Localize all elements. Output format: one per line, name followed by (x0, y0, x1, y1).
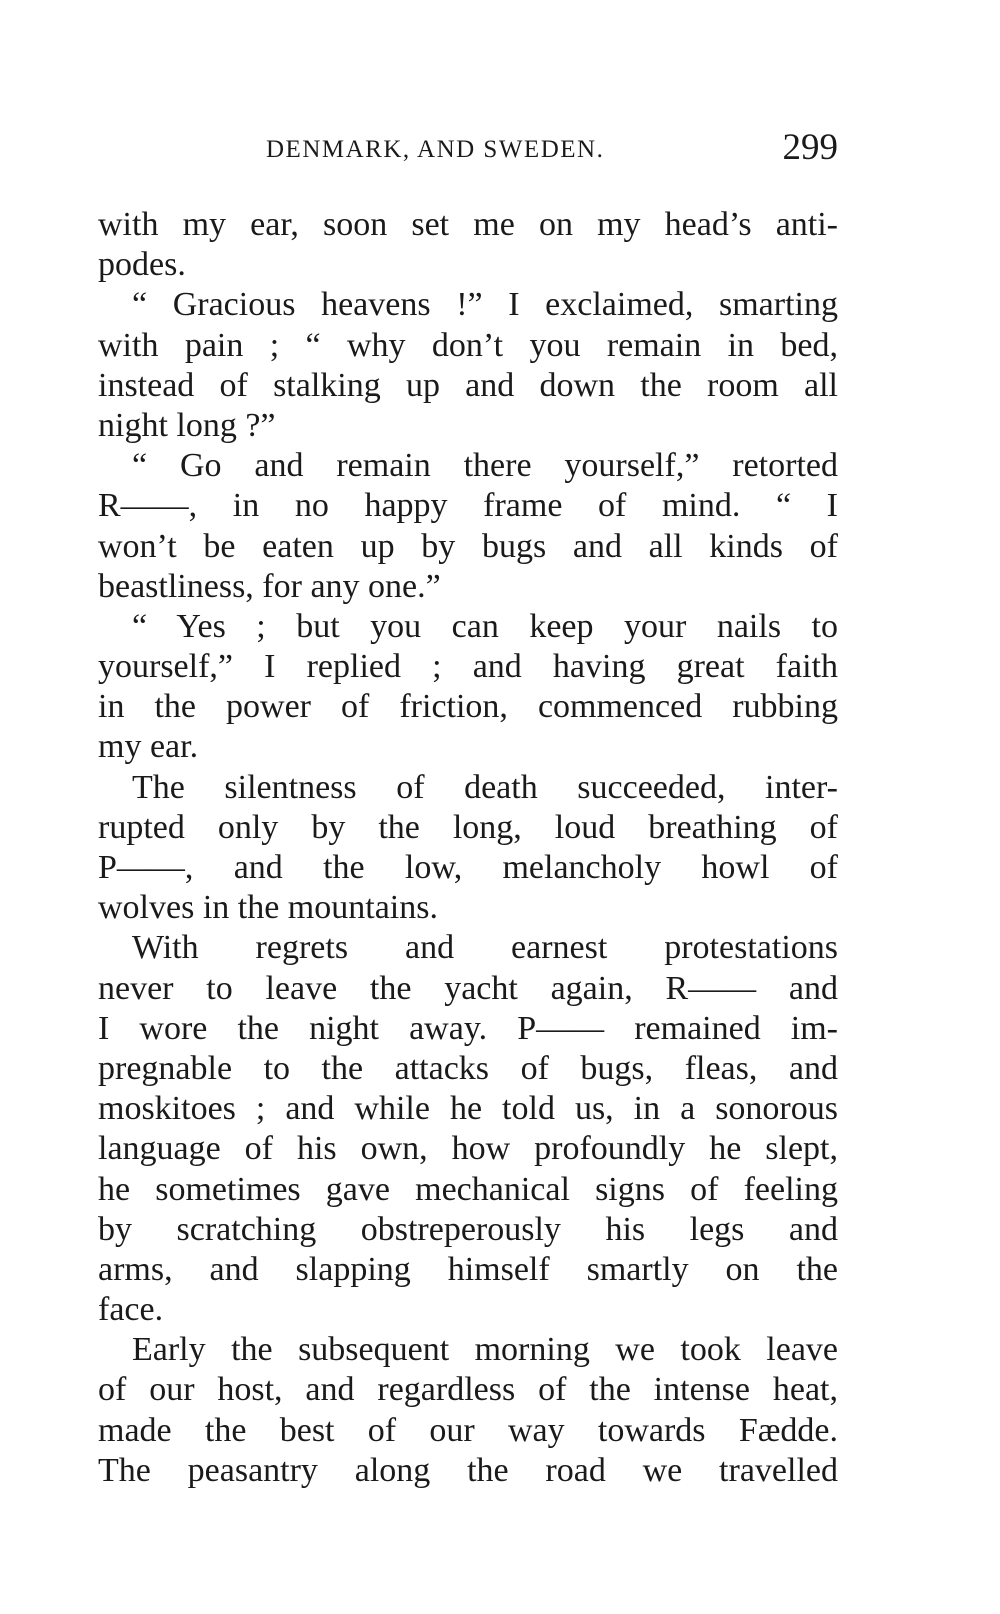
text-line: Early the subsequent morning we took leave (132, 1331, 838, 1369)
text-line: with pain ; “ why don’t you remain in bed, (98, 326, 838, 364)
text-line: language of his own, how profoundly he slept, (98, 1130, 838, 1168)
text-line: made the best of our way towards Fædde. (98, 1411, 838, 1449)
text-line: face. (98, 1291, 164, 1329)
text-line: night long ?” (98, 406, 276, 444)
text-line: arms, and slapping himself smartly on the (98, 1250, 838, 1288)
page-number: 299 (782, 127, 838, 168)
text-line: my ear. (98, 728, 199, 766)
text-line: moskitoes ; and while he told us, in a sonorous (98, 1090, 838, 1128)
text-line: The silentness of death succeeded, inter- (132, 768, 838, 806)
text-line: “ Go and remain there yourself,” retorted (132, 447, 838, 485)
text-line: “ Yes ; but you can keep your nails to (132, 607, 838, 645)
running-head-title: DENMARK, AND SWEDEN. (266, 136, 605, 163)
text-line: rupted only by the long, loud breathing of (98, 808, 838, 846)
text-line: never to leave the yacht again, R—— and (98, 969, 838, 1007)
text-line: wolves in the mountains. (98, 889, 438, 927)
running-head (98, 126, 838, 174)
text-line: “ Gracious heavens !” I exclaimed, smarting (132, 286, 838, 324)
text-line: pregnable to the attacks of bugs, fleas, and (98, 1049, 838, 1087)
text-line: P——, and the low, melancholy howl of (98, 849, 838, 886)
text-line: by scratching obstreperously his legs and (98, 1210, 838, 1248)
text-line: podes. (98, 246, 186, 284)
text-line: beastliness, for any one.” (98, 567, 441, 605)
body-text (98, 205, 838, 1491)
text-line: with my ear, soon set me on my head’s anti- (98, 206, 838, 243)
text-line: I wore the night away. P—— remained im- (98, 1009, 838, 1047)
text-line: With regrets and earnest protestations (132, 929, 838, 967)
text-line: of our host, and regardless of the intense heat, (98, 1371, 838, 1409)
text-line: The peasantry along the road we travelled (98, 1451, 838, 1489)
text-line: R——, in no happy frame of mind. “ I (98, 487, 838, 525)
text-line: instead of stalking up and down the room all (98, 366, 838, 404)
text-line: won’t be eaten up by bugs and all kinds of (98, 527, 838, 565)
text-line: yourself,” I replied ; and having great faith (98, 648, 838, 686)
text-line: in the power of friction, commenced rubbing (98, 688, 838, 726)
text-line: he sometimes gave mechanical signs of feeling (98, 1170, 838, 1208)
